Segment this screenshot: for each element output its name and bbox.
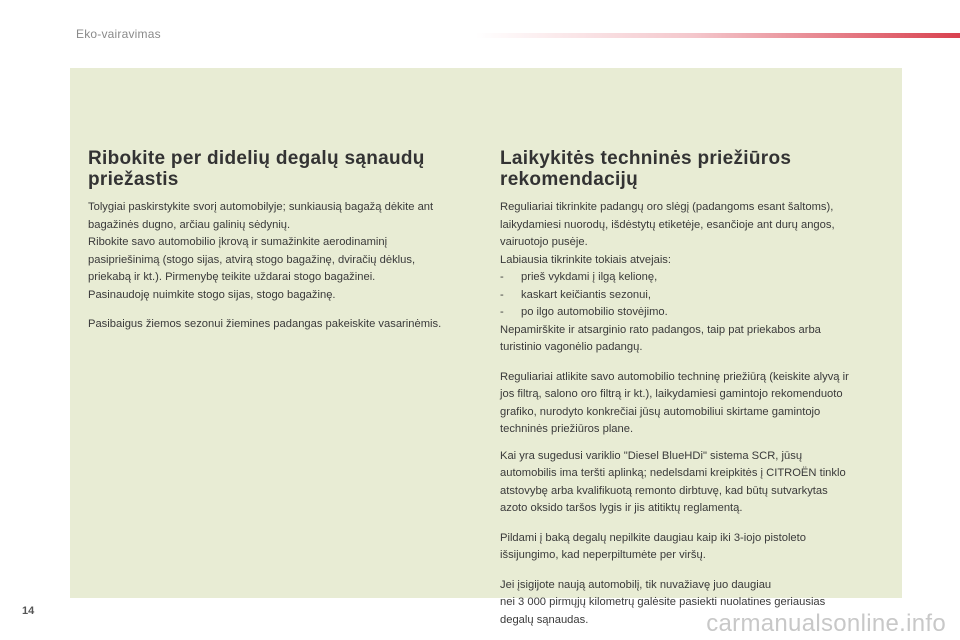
header-accent-bar [476,33,960,38]
right-column [500,148,892,629]
right-paragraph-1-tail: Nepamirškite ir atsarginio rato padangos, taip pat priekabos arba turistinio vagonėlio padangų. [500,323,821,353]
page-number: 14 [22,605,35,617]
right-paragraph-2: Reguliariai atlikite savo automobilio techninę priežiūrą (keiskite alyvą ir jos filtrą, salono oro filtrą ir kt.), laikydamiesi gamintojo rekomenduoto grafiko, nurodyto konkrečiai jūsų automobiliui skirtame gamintojo techninės priežiūros plane. [500,370,849,435]
left-paragraph-2: Pasibaigus žiemos sezonui žiemines padangas pakeiskite vasarinėmis. [88,318,442,330]
right-paragraph-3: Kai yra sugedusi variklio "Diesel BlueHDi" sistema SCR, jūsų automobilis ima teršti aplinką; nedelsdami kreipkitės į CITROËN tinklo atstovybę arba kvalifikuotą remonto dirbtuvę, kad būtų sutvarkytas azoto oksido taršos lygis ir jis atitiktų reglamentą. [500,449,846,514]
list-item: - po ilgo automobilio stovėjimo. [500,306,668,318]
section-title: Eko-vairavimas [76,27,161,41]
right-paragraph-1: Reguliariai tikrinkite padangų oro slėgį (padangoms esant šaltoms), laikydamiesi nuorodų, išdėstytų etiketėje, esančioje ant durų angos, vairuotojo pusėje. Labiausia tikrinkite tokiais atvejais: [500,201,835,266]
list-item: - prieš vykdami į ilgą kelionę, [500,271,658,283]
left-column [88,148,484,334]
right-paragraph-4: Pildami į baką degalų nepilkite daugiau kaip iki 3-iojo pistoleto išsijungimo, kad neperpiltumėte per viršų. [500,531,806,561]
watermark: carmanualsonline.info [706,610,946,637]
list-item: - kaskart keičiantis sezonui, [500,288,651,301]
left-heading: Ribokite per didelių degalų sąnaudų priežastis [88,148,425,190]
right-paragraph-5: Jei įsigijote naują automobilį, tik nuvažiavę juo daugiau nei 3 000 pirmųjų kilometrų galėsite pasiekti nuolatines geriausias degalų sąnaudas. [500,578,826,626]
left-paragraph-1: Tolygiai paskirstykite svorį automobilyje; sunkiausią bagažą dėkite ant bagažinės dugno, arčiau galinių sėdynių. Ribokite savo automobilio įkrovą ir sumažinkite aerodinaminį pasipriešinimą (stogo sijas, atvirą stogo bagažinę, dviračių dėklus, priekabą ir kt.). Pirmenybę teikite uždarai stogo bagažinei. Pasinaudoję nuimkite stogo sijas, stogo bagažinę. [88,201,434,301]
right-heading: Laikykitės techninės priežiūros rekomendacijų [500,148,792,190]
